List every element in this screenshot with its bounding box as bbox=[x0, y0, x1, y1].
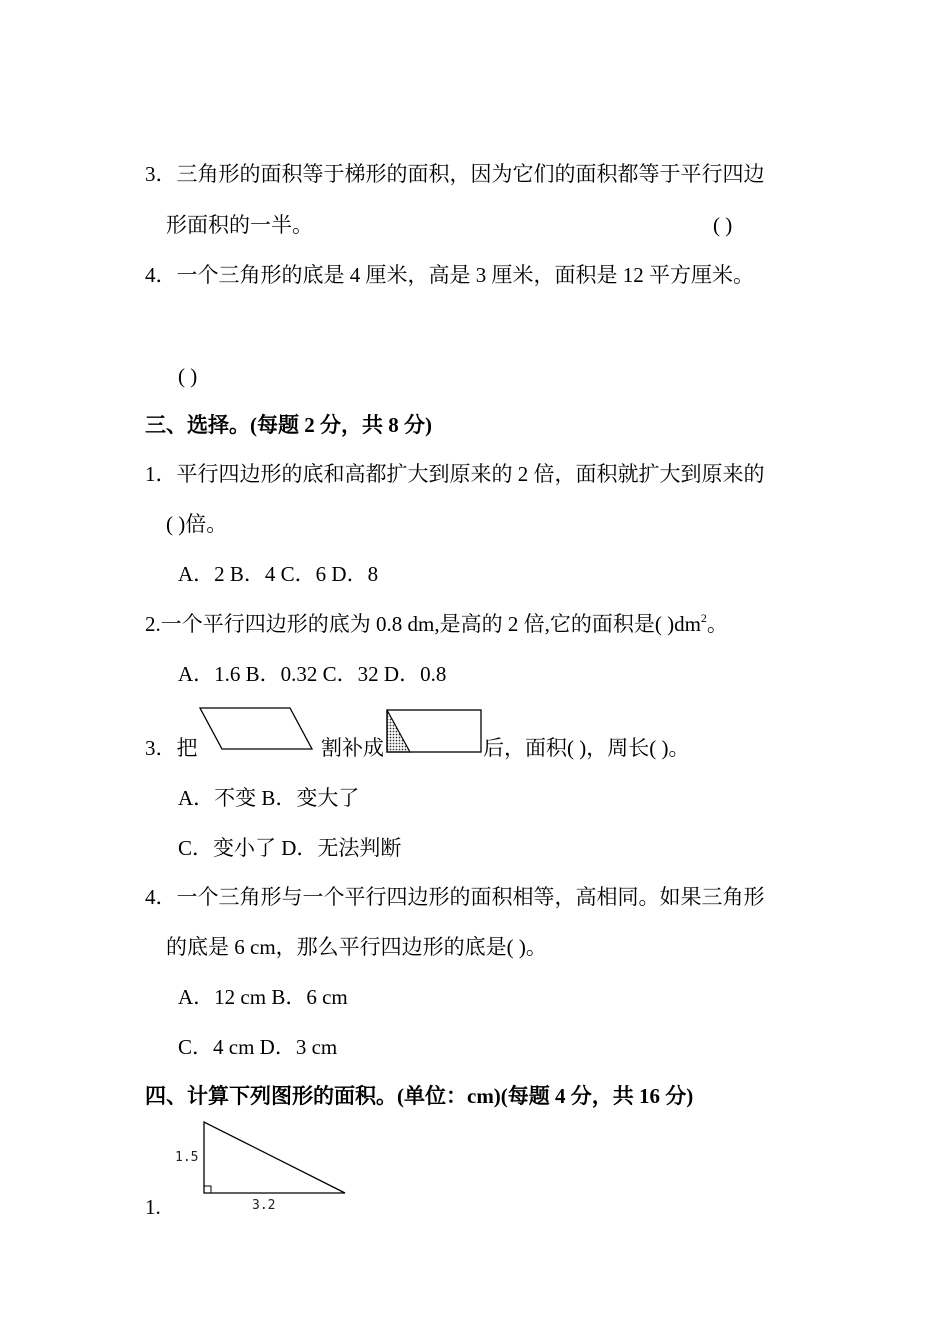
judge-q3-line2: 形面积的一半。 bbox=[166, 213, 313, 237]
choice-q2-line1 bbox=[145, 610, 728, 638]
parallelogram-shape bbox=[200, 708, 312, 749]
judge-q3-answer-paren[interactable]: ( ) bbox=[713, 213, 733, 237]
section3-heading: 三、选择。(每题 2 分，共 8 分) bbox=[145, 413, 432, 437]
choice-q3-options2: C．变小了 D．无法判断 bbox=[178, 836, 402, 860]
judge-q4-line1: 4．一个三角形的底是 4 厘米，高是 3 厘米，面积是 12 平方厘米。 bbox=[145, 263, 754, 287]
choice-q2-end: 。 bbox=[706, 612, 728, 636]
rectangle-figure bbox=[386, 709, 484, 755]
choice-q4-line1: 4．一个三角形与一个平行四边形的面积相等，高相同。如果三角形 bbox=[145, 885, 765, 909]
judge-q4-answer-paren[interactable]: ( ) bbox=[178, 364, 198, 388]
choice-q1-options: A．2 B．4 C．6 D．8 bbox=[178, 562, 379, 586]
choice-q1-line1: 1．平行四边形的底和高都扩大到原来的 2 倍，面积就扩大到原来的 bbox=[145, 462, 765, 486]
judge-q3-line1: 3．三角形的面积等于梯形的面积，因为它们的面积都等于平行四边 bbox=[145, 162, 765, 186]
choice-q3-prefix: 3．把 bbox=[145, 736, 198, 760]
choice-q4-line2: 的底是 6 cm，那么平行四边形的底是( )。 bbox=[166, 935, 547, 959]
base-label: 3.2 bbox=[252, 1198, 276, 1213]
choice-q4-options1: A．12 cm B．6 cm bbox=[178, 985, 348, 1009]
cut-triangle-shaded bbox=[387, 710, 410, 752]
right-triangle-shape bbox=[204, 1122, 345, 1193]
choice-q2-text: 2.一个平行四边形的底为 0.8 dm,是高的 2 倍,它的面积是( )dm bbox=[145, 612, 701, 636]
parallelogram-figure bbox=[198, 706, 316, 752]
choice-q4-options2: C．4 cm D．3 cm bbox=[178, 1035, 338, 1059]
section4-heading: 四、计算下列图形的面积。(单位：cm)(每题 4 分，共 16 分) bbox=[145, 1084, 694, 1108]
choice-q3-suffix: 后，面积( )，周长( )。 bbox=[483, 736, 690, 760]
choice-q2-options: A．1.6 B．0.32 C．32 D．0.8 bbox=[178, 662, 447, 686]
height-label: 1.5 bbox=[175, 1150, 199, 1165]
right-triangle-figure bbox=[170, 1118, 360, 1218]
choice-q3-options1: A．不变 B．变大了 bbox=[178, 786, 360, 810]
right-angle-mark bbox=[204, 1186, 211, 1193]
choice-q1-line2: ( )倍。 bbox=[166, 512, 228, 536]
calc-q1-number: 1. bbox=[145, 1195, 161, 1219]
choice-q3-middle: 割补成 bbox=[321, 736, 384, 760]
choice-q2-superscript: 2 bbox=[700, 611, 707, 625]
